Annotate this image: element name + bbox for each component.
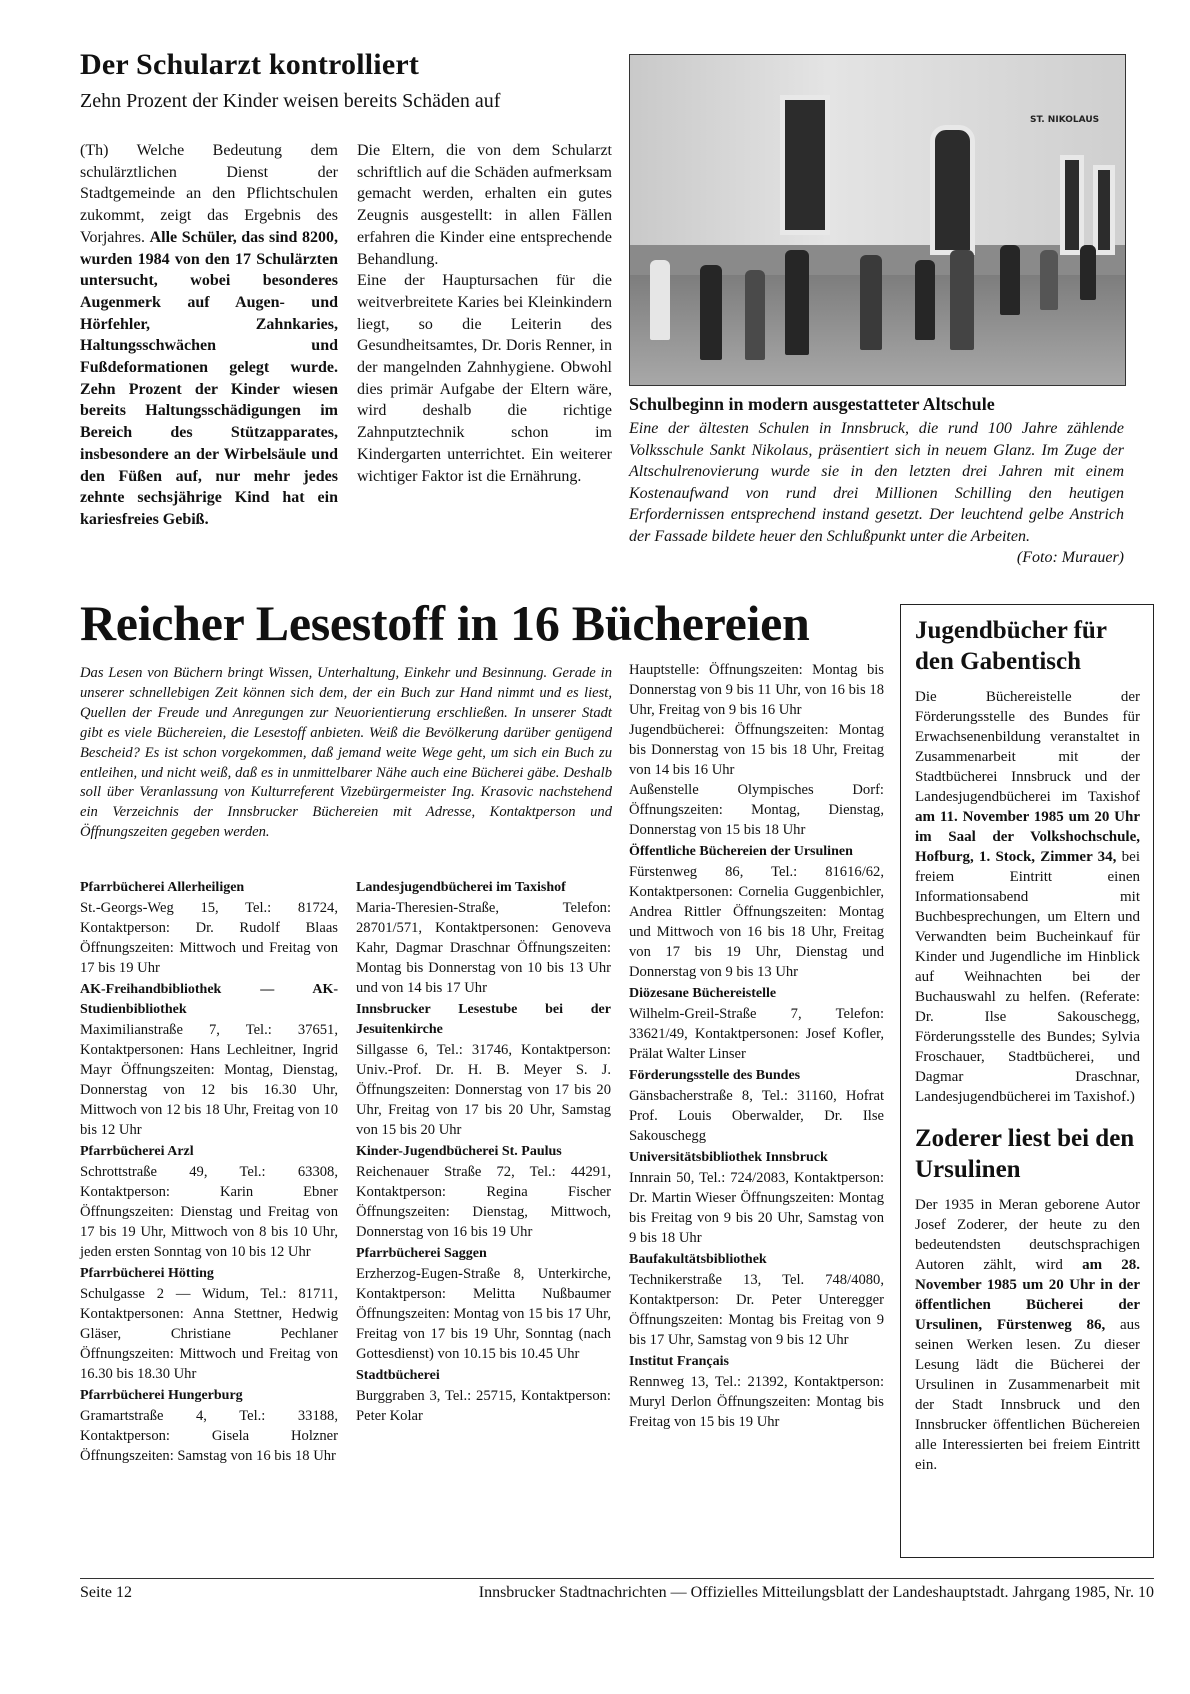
school-photo	[629, 54, 1126, 386]
library-details: Schulgasse 2 — Widum, Tel.: 81711, Kontaktpersonen: Anna Stettner, Hedwig Gläser, Christiane Pechlaner Öffnungszeiten: Mittwoch und Freitag von 16.30 bis 18.30 Uhr	[80, 1286, 338, 1382]
library-name: Diözesane Büchereistelle	[629, 986, 777, 1001]
hauptstelle-hours: Hauptstelle: Öffnungszeiten: Montag bis Donnerstag von 9 bis 11 Uhr, von 16 bis 18 Uhr, Freitag von 9 bis 16 Uhr	[629, 662, 884, 718]
library-name: Pfarrbücherei Arzl	[80, 1144, 194, 1159]
library-name: Pfarrbücherei Hötting	[80, 1266, 214, 1281]
library-entry	[80, 980, 338, 1140]
box2-event-details: am 28. November 1985 um 20 Uhr in der öffentlichen Bücherei der Ursulinen, Fürstenweg 86,	[915, 1257, 1140, 1333]
library-name: Innsbrucker Lesestube bei der Jesuitenkirche	[356, 1002, 611, 1037]
library-details: Maximilianstraße 7, Tel.: 37651, Kontaktpersonen: Hans Lechleitner, Ingrid Mayr Öffnungszeiten: Montag, Dienstag, Donnerstag von 12 bis 16.30 Uhr, Mittwoch von 12 bis 18 Uhr, Freitag von 10 bis 12 Uhr	[80, 1022, 338, 1138]
article1-paragraph-2: Eine der Hauptursachen für die weitverbreitete Karies bei Kleinkindern liegt, so die Leiterin des Gesundheitsamtes, Dr. Doris Renner, in der mangelnden Zahnhygiene. Obwohl dies primär Aufgabe der Eltern wäre, wird deshalb die richtige Zahnputztechnik schon im Kindergarten unterrichtet. Ein weiterer wichtiger Faktor ist die Ernährung.	[357, 272, 612, 485]
library-entry	[629, 842, 884, 982]
library-name: Stadtbücherei	[356, 1368, 440, 1383]
box2-text-a: Der 1935 in Meran geborene Autor Josef Zoderer, der heute zu den bedeutendsten deutschsprachigen Autoren zählt, wird	[915, 1197, 1140, 1273]
article1-column-2	[357, 140, 612, 487]
library-details: Gramartstraße 4, Tel.: 33188, Kontaktperson: Gisela Holzner Öffnungszeiten: Samstag von 16 bis 18 Uhr	[80, 1408, 338, 1464]
library-details: Gänsbacherstraße 8, Tel.: 31160, Hofrat Prof. Louis Oberwalder, Dr. Ilse Sakouschegg	[629, 1088, 884, 1144]
page-number: Seite 12	[80, 1584, 132, 1601]
box2-text-b: aus seinen Werken lesen. Zu dieser Lesung lädt die Bücherei der Ursulinen in Zusammenarbeit mit der Stadt Innsbruck und den Innsbrucker öffentlichen Büchereien alle Interessierten bei freiem Eintritt ein.	[915, 1317, 1140, 1473]
library-entry	[356, 1142, 611, 1242]
box1-event-details: am 11. November 1985 um 20 Uhr im Saal der Volkshochschule, Hofburg, 1. Stock, Zimmer 34,	[915, 809, 1140, 865]
library-details: Fürstenweg 86, Tel.: 81616/62, Kontaktpersonen: Cornelia Guggenbichler, Andrea Rittler Öffnungszeiten: Montag und Mittwoch von 16 bis 18 Uhr, Freitag von 17 bis 19 Uhr, Dienstag und Donnerstag von 9 bis 13 Uhr	[629, 864, 884, 980]
jugendbuecherei-hours: Jugendbücherei: Öffnungszeiten: Montag bis Donnerstag von 15 bis 18 Uhr, Freitag von 14 bis 16 Uhr	[629, 722, 884, 778]
library-entry	[80, 1264, 338, 1384]
library-entry	[629, 1250, 884, 1350]
library-name: Pfarrbücherei Allerheiligen	[80, 880, 245, 895]
article1-subheadline: Zehn Prozent der Kinder weisen bereits Schäden auf	[80, 90, 501, 112]
library-name: Baufakultätsbibliothek	[629, 1252, 767, 1267]
library-details: St.-Georgs-Weg 15, Tel.: 81724, Kontaktperson: Dr. Rudolf Blaas Öffnungszeiten: Mittwoch und Freitag von 17 bis 19 Uhr	[80, 900, 338, 976]
library-list-column-2	[356, 878, 611, 1428]
library-entry	[80, 1142, 338, 1262]
library-details: Maria-Theresien-Straße, Telefon: 28701/571, Kontaktpersonen: Genoveva Kahr, Dagmar Draschnar Öffnungszeiten: Montag bis Donnerstag von 10 bis 13 Uhr und von 14 bis 17 Uhr	[356, 900, 611, 996]
article1-headline: Der Schularzt kontrolliert	[80, 48, 420, 81]
library-list-column-1	[80, 878, 338, 1468]
photo-caption-text: Eine der ältesten Schulen in Innsbruck, die rund 100 Jahre zählende Volksschule Sankt Nikolaus, präsentiert sich in neuem Glanz. Im Zuge der Altschulrenovierung wurde sie in den letzten drei Jahren mit einem Kostenaufwand von rund drei Millionen Schilling den heutigen Erfordernissen entsprechend instand gesetzt. Der leuchtend gelbe Anstrich der Fassade bildete heuer den Schlußpunkt unter die Arbeiten.	[629, 420, 1124, 545]
library-list-column-3	[629, 660, 884, 1434]
library-details: Erzherzog-Eugen-Straße 8, Unterkirche, Kontaktperson: Melitta Nußbaumer Öffnungszeiten: Montag von 15 bis 17 Uhr, Freitag von 17 bis 19 Uhr, Sonntag (nach Gottesdienst) von 10.15 bis 10.45 Uhr	[356, 1266, 611, 1362]
library-name: Pfarrbücherei Saggen	[356, 1246, 487, 1261]
article1-column-1	[80, 140, 338, 531]
article1-bold-text: Alle Schüler, das sind 8200, wurden 1984 von den 17 Schulärzten untersucht, wobei besonderes Augenmerk auf Augen- und Hörfehler, Zahnkaries, Haltungsschwächen und Fußdeformationen gelegt wurde. Zehn Prozent der Kinder wiesen bereits Haltungsschädigungen im Bereich des Stützapparates, insbesondere an der Wirbelsäule und den Füßen auf, nur mehr jedes zehnte sechsjährige Kind hat ein kariesfreies Gebiß.	[80, 228, 339, 528]
library-details: Burggraben 3, Tel.: 25715, Kontaktperson: Peter Kolar	[356, 1388, 611, 1424]
library-entry	[629, 1352, 884, 1432]
box1-text	[915, 687, 1140, 1107]
library-details: Wilhelm-Greil-Straße 7, Telefon: 33621/49, Kontaktpersonen: Josef Kofler, Prälat Walter Linser	[629, 1006, 884, 1062]
library-entry	[356, 1244, 611, 1364]
library-name: Öffentliche Büchereien der Ursulinen	[629, 844, 853, 859]
library-details: Reichenauer Straße 72, Tel.: 44291, Kontaktperson: Regina Fischer Öffnungszeiten: Dienstag, Mittwoch, Donnerstag von 16 bis 19 Uhr	[356, 1164, 611, 1240]
box2-text	[915, 1195, 1140, 1475]
library-details: Rennweg 13, Tel.: 21392, Kontaktperson: Muryl Derlon Öffnungszeiten: Montag bis Freitag von 15 bis 19 Uhr	[629, 1374, 884, 1430]
library-details: Technikerstraße 13, Tel. 748/4080, Kontaktperson: Dr. Peter Unteregger Öffnungszeiten: Montag bis Freitag von 9 bis 17 Uhr, Samstag von 9 bis 12 Uhr	[629, 1272, 884, 1348]
school-sign: ST. NIKOLAUS	[1030, 115, 1100, 125]
publication-line: Innsbrucker Stadtnachrichten — Offizielles Mitteilungsblatt der Landeshauptstadt. Jahrgang 1985, Nr. 10	[478, 1584, 1154, 1601]
box1-text-a: Die Büchereistelle der Förderungsstelle des Bundes für Erwachsenenbildung veranstaltet in Zusammenarbeit mit der Stadtbücherei Innsbruck und der Landesjugendbücherei im Taxishof	[915, 689, 1140, 805]
footer-rule	[80, 1578, 1154, 1579]
box2-headline: Zoderer liest bei den Ursulinen	[915, 1125, 1135, 1183]
article1-lead: (Th) Welche Bedeutung dem schulärztlichen Dienst der Stadtgemeinde an den Pflichtschulen zukommt, zeigt das Ergebnis des Vorjahres.	[80, 142, 338, 246]
library-entry	[629, 1148, 884, 1248]
library-name: Universitätsbibliothek Innsbruck	[629, 1150, 828, 1165]
aussenstelle-hours: Außenstelle Olympisches Dorf: Öffnungszeiten: Montag, Dienstag, Donnerstag von 15 bis 18 Uhr	[629, 782, 884, 838]
photo-caption-title: Schulbeginn in modern ausgestatteter Altschule	[629, 394, 995, 414]
sidebar-box	[900, 604, 1154, 1558]
library-entry	[356, 878, 611, 998]
library-name: Kinder-Jugendbücherei St. Paulus	[356, 1144, 562, 1159]
box1-headline: Jugendbücher für den Gabentisch	[915, 617, 1107, 675]
photo-credit: (Foto: Murauer)	[1016, 549, 1124, 566]
article1-paragraph-1: Die Eltern, die von dem Schularzt schriftlich auf die Schäden aufmerksam gemacht werden, erhalten ein gutes Zeugnis ausgestellt: in allen Fällen erfahren die Kinder eine entsprechende Behandlung.	[357, 142, 612, 268]
library-name: AK-Freihandbibliothek — AK-Studienbibliothek	[80, 982, 338, 1017]
library-details: Sillgasse 6, Tel.: 31746, Kontaktperson: Univ.-Prof. Dr. H. B. Meyer S. J. Öffnungszeiten: Donnerstag von 17 bis 20 Uhr, Freitag von 17 bis 20 Uhr, Samstag von 15 bis 20 Uhr	[356, 1042, 611, 1138]
photo-caption	[629, 418, 1124, 569]
library-entry	[629, 984, 884, 1064]
library-entry	[356, 1000, 611, 1140]
library-entry	[356, 1366, 611, 1426]
library-name: Förderungsstelle des Bundes	[629, 1068, 801, 1083]
library-entry	[80, 1386, 338, 1466]
box1-text-b: bei freiem Eintritt einen Informationsabend mit Buchbesprechungen, um Eltern und Verwandten beim Bucheinkauf für Kinder und Jugendliche im Hinblick auf Weihnachten bei der Buchauswahl zu helfen. (Referate: Dr. Ilse Sakouschegg, Förderungsstelle des Bundes; Sylvia Froschauer, Stadtbücherei, und Dagmar Draschnar, Landesjugendbücherei im Taxishof.)	[915, 849, 1140, 1105]
article2-intro: Das Lesen von Büchern bringt Wissen, Unterhaltung, Einkehr und Besinnung. Gerade in unserer schnellebigen Zeit können sich dem, der ein Buch zur Hand nimmt und es liest, Quellen der Freude und Anregungen zur Neuorientierung erschließen. In unserer Stadt gibt es viele Büchereien, die Lesestoff anbieten. Weiß die Bevölkerung darüber genügend Bescheid? Es ist schon vorgekommen, daß jemand weite Wege geht, um sich ein Buch zu entleihen, und nicht weiß, daß es in unmittelbarer Nähe auch eine Bücherei gäbe. Deshalb soll über Veranlassung von Kulturreferent Vizebürgermeister Ing. Krasovic nachstehend ein Verzeichnis der Innsbrucker Büchereien mit Adresse, Kontaktperson und Öffnungszeiten gegeben werden.	[80, 665, 612, 841]
library-entry	[629, 1066, 884, 1146]
library-details: Innrain 50, Tel.: 724/2083, Kontaktperson: Dr. Martin Wieser Öffnungszeiten: Montag bis Freitag von 9 bis 20 Uhr, Samstag von 9 bis 18 Uhr	[629, 1170, 884, 1246]
library-name: Landesjugendbücherei im Taxishof	[356, 880, 566, 895]
library-entry	[80, 878, 338, 978]
article2-headline: Reicher Lesestoff in 16 Büchereien	[80, 595, 810, 651]
library-name: Institut Français	[629, 1354, 729, 1369]
library-name: Pfarrbücherei Hungerburg	[80, 1388, 243, 1403]
library-details: Schrottstraße 49, Tel.: 63308, Kontaktperson: Karin Ebner Öffnungszeiten: Dienstag und Freitag von 17 bis 19 Uhr, Mittwoch von 8 bis 10 Uhr, jeden ersten Sonntag von 10 bis 12 Uhr	[80, 1164, 338, 1260]
